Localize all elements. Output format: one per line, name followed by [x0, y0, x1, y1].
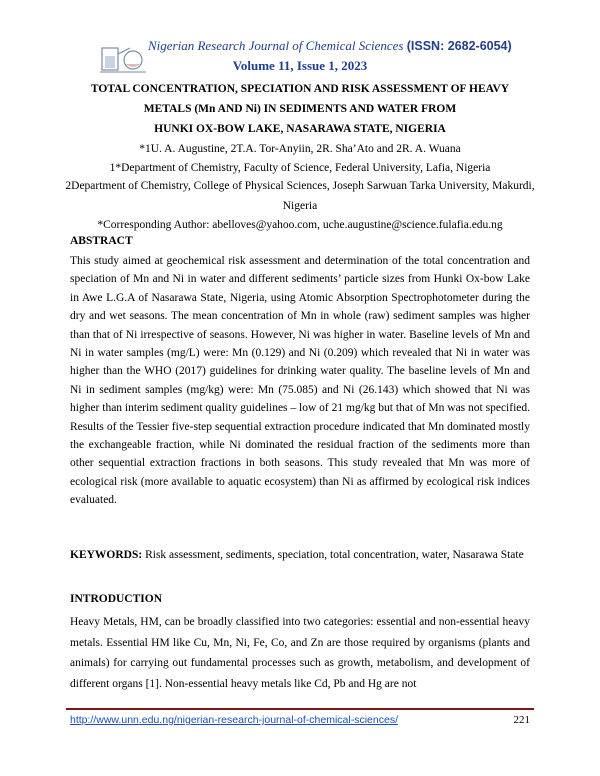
footer-divider [66, 708, 534, 710]
abstract-text: This study aimed at geochemical risk assessment and determination of the total concentration and speciation of Mn and Ni in water and different sediments’ particle sizes from Hunki Ox-bow Lake in Awe L.G.A of Nasarawa State, Nigeria, using Atomic Absorption Spectrophotometer during the dry and wet seasons. The mean concentration of Mn in whole (raw) sediment samples was higher than that of Ni irrespective of seasons. However, Ni was higher in water. Baseline levels of Mn and Ni in water samples (mg/L) were: Mn (0.129) and Ni (0.209) which revealed that Ni in water was higher than the WHO (2017) guidelines for drinking water quality. The baseline levels of Mn and Ni in sediment samples (mg/kg) were: Mn (75.085) and Ni (26.143) which showed that Ni was higher than interim sediment quality guidelines – low of 21 mg/kg but that of Mn was not specified. Results of the Tessier five-step sequential extraction procedure indicated that Mn dominated mostly the exchangeable fraction, while Ni dominated the residual fraction of the sediments more than other sequential extraction fractions in both seasons. This study revealed that Mn was more of ecological risk (more available to aquatic ecosystem) than Ni as affirmed by ecological risk indices evaluated. [70, 255, 530, 507]
abstract-heading: ABSTRACT [70, 235, 133, 247]
title-line: TOTAL CONCENTRATION, SPECIATION AND RISK ASSESSMENT OF HEAVY [90, 83, 510, 95]
volume-issue: Volume 11, Issue 1, 2023 [232, 58, 368, 73]
journal-name: Nigerian Research Journal of Chemical Sciences [148, 38, 404, 53]
introduction-text: Heavy Metals, HM, can be broadly classified into two categories: essential and non-essential heavy metals. Essential HM like Cu, Mn, Ni, Fe, Co, and Zn are those required by organisms (plants and animals) for carrying out fundamental processes such as growth, metabolism, and development of different organs [1]. Non-essential heavy metals like Cd, Pb and Hg are not [70, 616, 530, 690]
paper-title [70, 79, 530, 139]
authors: *1U. A. Augustine, 2T.A. Tor-Anyiin, 2R. Sha’Ato and 2R. A. Wuana [139, 143, 461, 155]
corresponding-author: *Corresponding Author: abelloves@yahoo.com, uche.augustine@science.fulafia.edu.ng [97, 219, 503, 231]
keywords-text: Risk assessment, sediments, speciation, total concentration, water, Nasarawa State [145, 549, 524, 561]
affiliation-2: 2Department of Chemistry, College of Physical Sciences, Joseph Sarwuan Tarka University, Makurdi, Nigeria [65, 180, 535, 212]
issn: (ISSN: 2682-6054) [406, 39, 512, 53]
keywords-label: KEYWORDS: [70, 549, 143, 561]
introduction-heading: INTRODUCTION [70, 593, 163, 605]
journal-title-line [148, 38, 588, 54]
page-number: 221 [513, 714, 530, 726]
title-line: HUNKI OX-BOW LAKE, NASARAWA STATE, NIGERIA [154, 123, 446, 135]
affiliation-1: 1*Department of Chemistry, Faculty of Science, Federal University, Lafia, Nigeria [109, 162, 491, 174]
keywords [70, 546, 530, 564]
title-line: METALS (Mn AND Ni) IN SEDIMENTS AND WATER FROM [143, 103, 457, 115]
footer-link[interactable]: http://www.unn.edu.ng/nigerian-research-journal-of-chemical-sciences/ [70, 714, 398, 726]
